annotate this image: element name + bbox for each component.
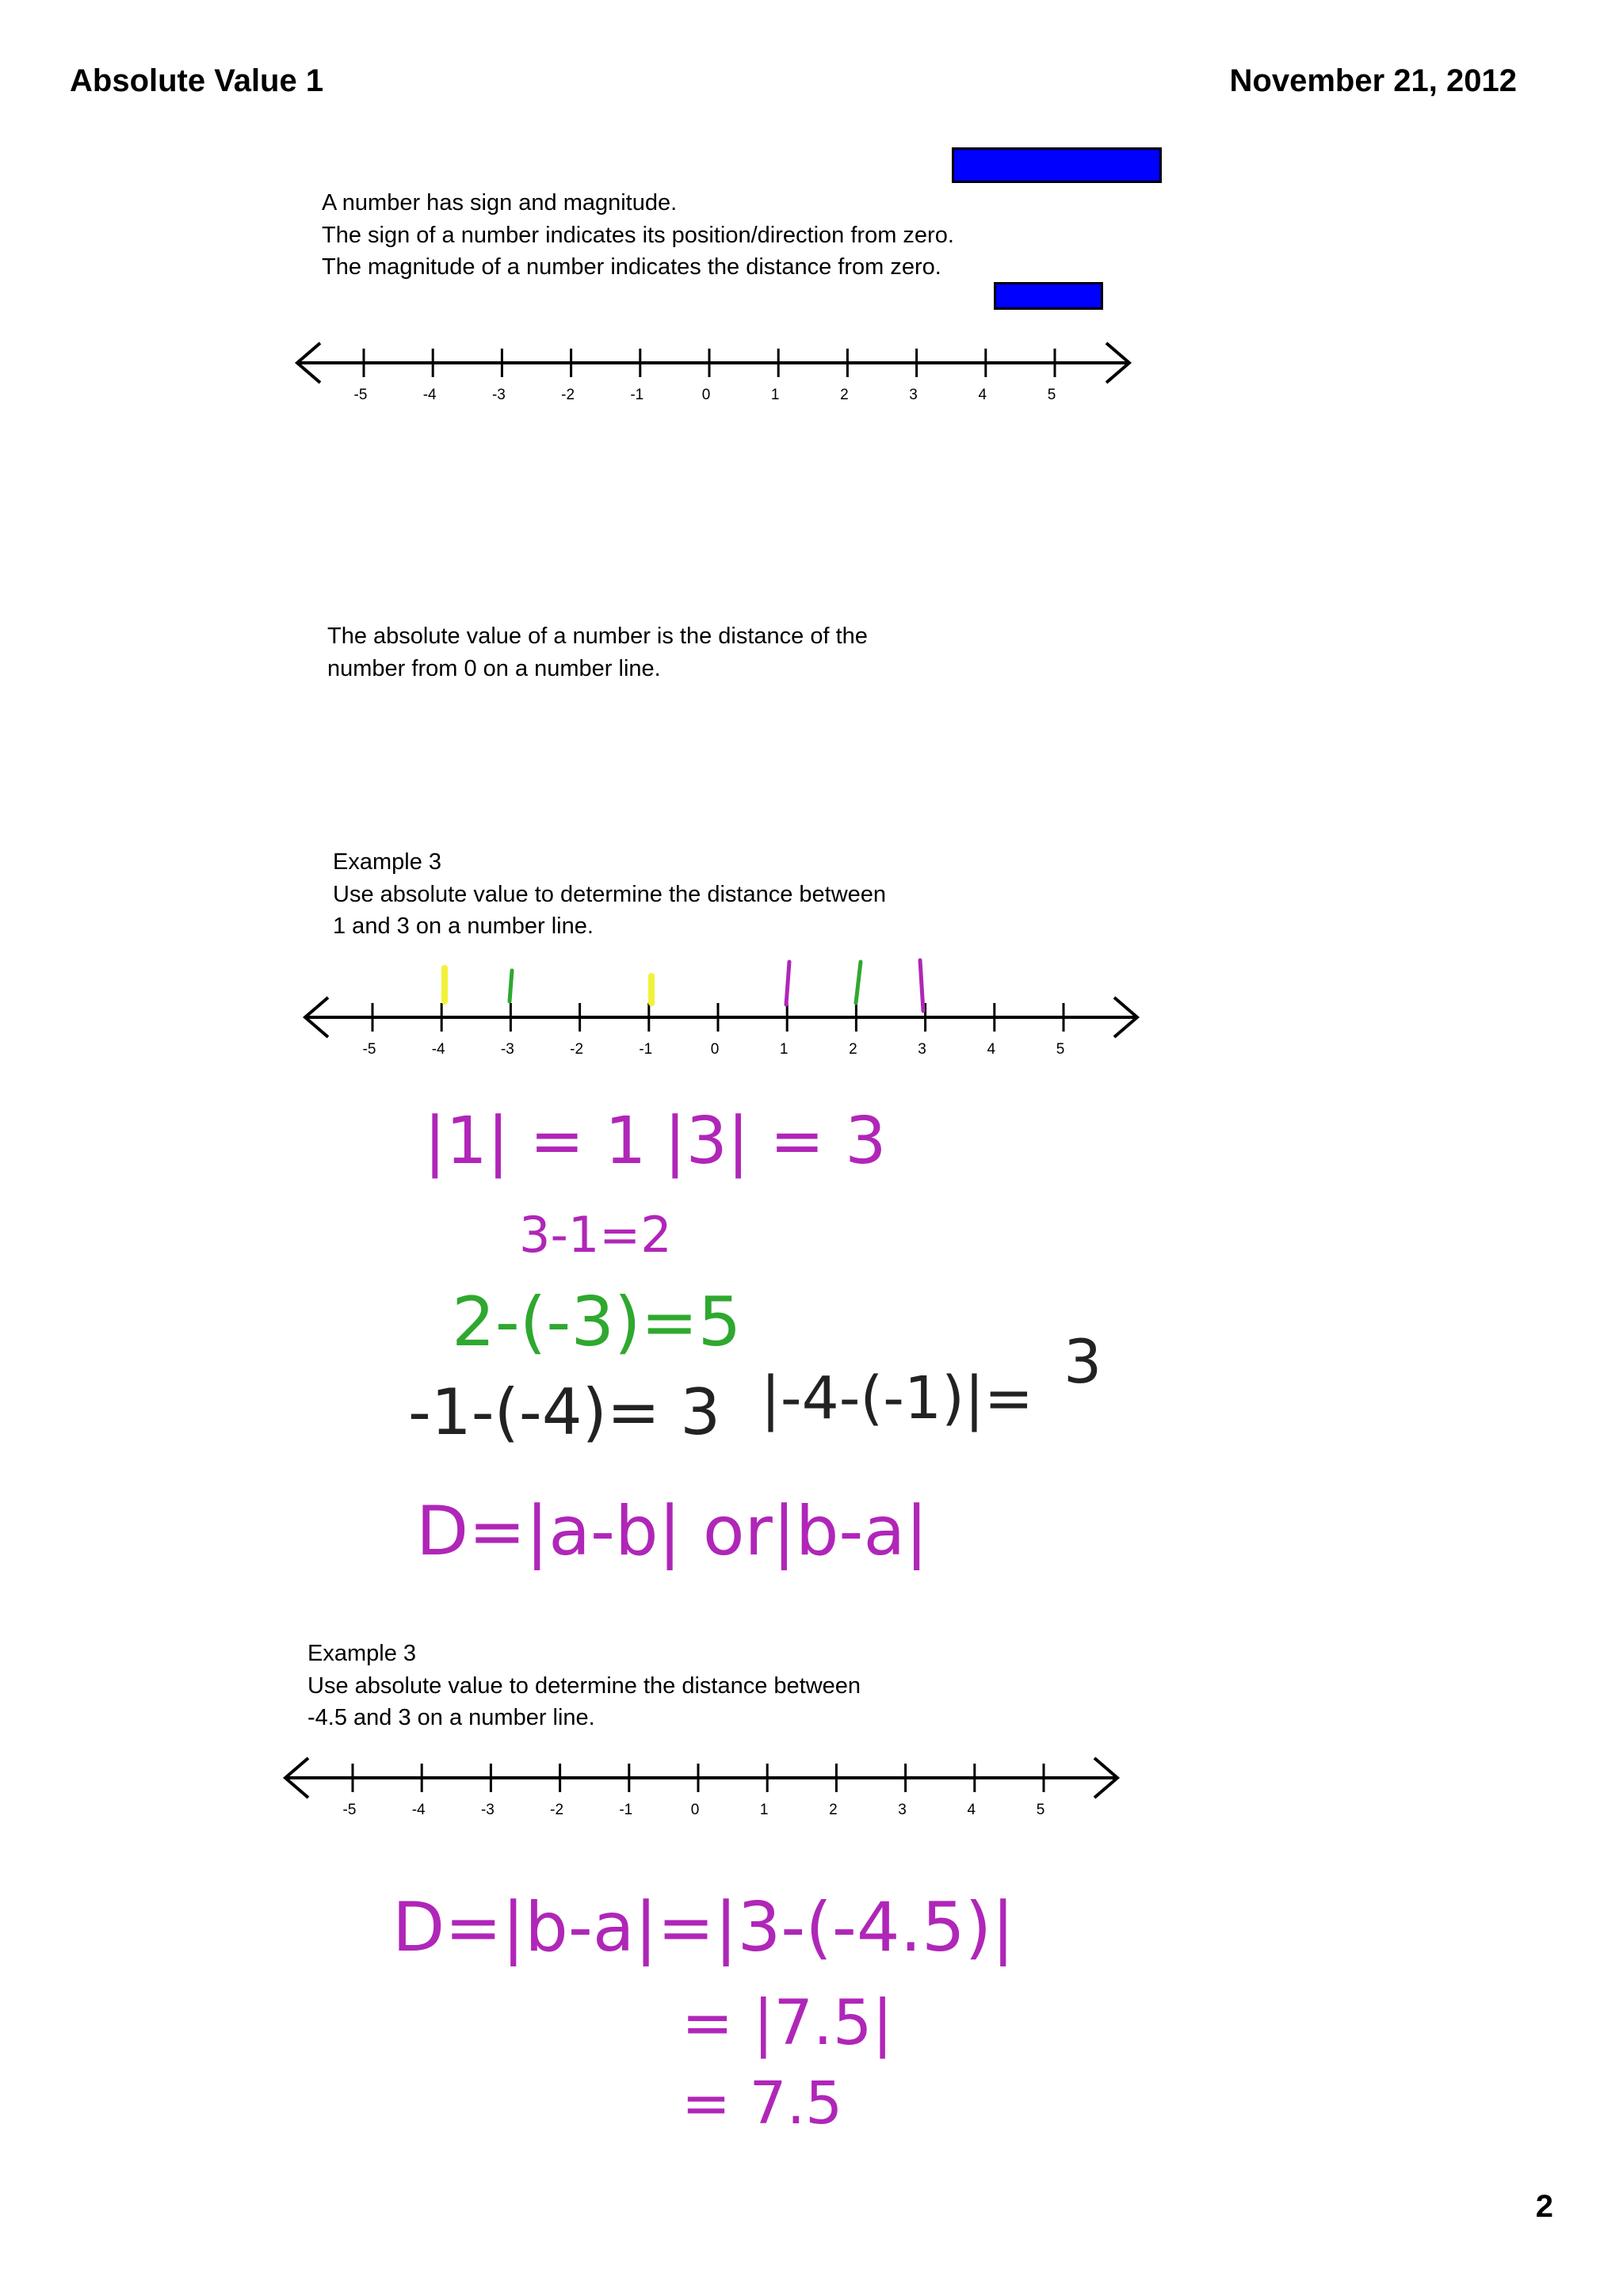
number-line-tick-label: -3	[480, 1802, 495, 1818]
number-line-tick-label: -1	[619, 1802, 633, 1818]
handwritten-diff-4: |-4-(-1)|=	[761, 1364, 1033, 1432]
number-line-tick-label: -2	[570, 1041, 584, 1058]
text-line: 1 and 3 on a number line.	[333, 913, 594, 939]
example-heading: Example 3	[307, 1641, 417, 1666]
number-line-tick-label: 5	[1056, 1041, 1065, 1058]
handwritten-abs-3: |3| = 3	[664, 1104, 887, 1179]
number-line-tick-label: -2	[550, 1802, 564, 1818]
number-line-tick-label: 2	[840, 387, 849, 403]
handwritten-diff-1: 3-1=2	[519, 1206, 672, 1264]
page-number: 2	[1535, 2189, 1553, 2224]
text-line: A number has sign and magnitude.	[322, 190, 678, 215]
number-line-tick-label: 0	[701, 387, 711, 403]
text-line: -4.5 and 3 on a number line.	[307, 1705, 595, 1730]
number-line-tick-label: -5	[362, 1041, 376, 1058]
example-heading: Example 3	[333, 849, 442, 875]
text-line: The magnitude of a number indicates the distance from zero.	[322, 254, 941, 280]
number-line-tick-label: 3	[918, 1041, 926, 1058]
number-line-tick-label: -4	[431, 1041, 445, 1058]
number-line-tick-label: -3	[491, 387, 506, 403]
number-line-tick-label: 1	[770, 387, 780, 403]
number-line-tick-label: 3	[909, 387, 918, 403]
document-date: November 21, 2012	[1229, 63, 1517, 98]
handwritten-ex2-formula: D=|b-a|=|3-(-4.5)|	[392, 1888, 1015, 1967]
number-line-tick-label: 1	[759, 1802, 769, 1818]
number-line-tick-label: -1	[639, 1041, 653, 1058]
text-line: Use absolute value to determine the distance between	[307, 1672, 861, 1699]
number-line-tick-label: 0	[690, 1802, 700, 1818]
purple-mark-1	[786, 962, 789, 1005]
number-line-tick-label: -5	[353, 387, 368, 403]
number-line-tick-label: -2	[561, 387, 575, 403]
number-line-tick-label: -4	[422, 387, 437, 403]
number-line-tick-label: -3	[500, 1041, 514, 1058]
handwritten-formula: D=|a-b| or|b-a|	[416, 1492, 929, 1571]
number-line-tick-label: -5	[342, 1802, 357, 1818]
number-line-tick-label: 1	[779, 1041, 789, 1058]
number-line-tick-label: 0	[710, 1041, 720, 1058]
text-line: Use absolute value to determine the distance between	[333, 881, 887, 907]
number-line-tick-label: 2	[849, 1041, 857, 1058]
number-line-tick-label: -4	[411, 1802, 426, 1818]
purple-mark-3	[920, 960, 923, 1011]
number-line-tick-label: 5	[1047, 387, 1056, 403]
handwritten-abs-1: |1| = 1	[424, 1104, 647, 1179]
number-line-tick-label: -1	[630, 387, 644, 403]
document-title: Absolute Value 1	[70, 63, 324, 98]
text-line: The absolute value of a number is the distance of the	[327, 624, 868, 649]
number-line-tick-label: 4	[978, 387, 987, 403]
text-line: number from 0 on a number line.	[327, 655, 661, 681]
handwritten-ex2-result: = 7.5	[682, 2069, 843, 2138]
handwritten-ex2-step: = |7.5|	[682, 1988, 893, 2059]
number-line-tick-label: 3	[898, 1802, 907, 1818]
handwritten-diff-2: 2-(-3)=5	[452, 1283, 742, 1362]
text-line: The sign of a number indicates its position/direction from zero.	[322, 222, 954, 248]
handwritten-diff-4-result: 3	[1064, 1326, 1102, 1397]
handwritten-diff-3: -1-(-4)= 3	[408, 1375, 721, 1449]
number-line-tick-label: 4	[987, 1041, 996, 1058]
number-line-tick-label: 5	[1036, 1802, 1045, 1818]
number-line-tick-label: 4	[967, 1802, 976, 1818]
number-line-tick-label: 2	[829, 1802, 838, 1818]
green-mark-minus3	[510, 971, 512, 1001]
green-mark-2	[856, 962, 861, 1003]
